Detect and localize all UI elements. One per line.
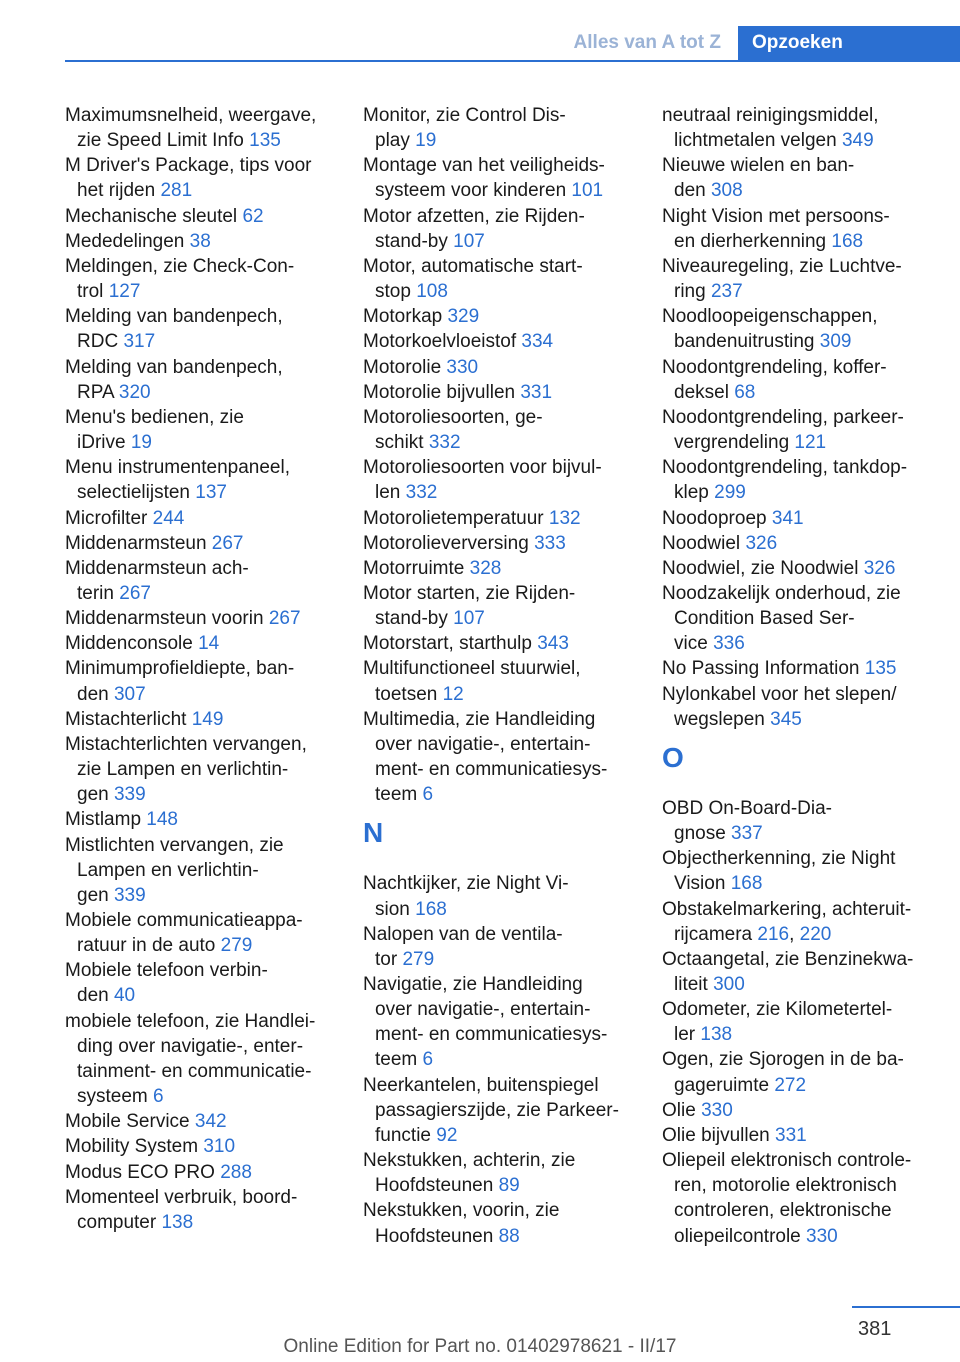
page-link[interactable]: 331 <box>775 1124 807 1146</box>
index-entry <box>65 405 350 455</box>
index-entry <box>65 254 350 304</box>
index-entry <box>363 380 648 405</box>
page-link[interactable]: 307 <box>113 683 146 705</box>
index-term: Oliepeil elektronisch controle- ren, motorolie elektronisch controleren, elektronische oliepeilcontrole <box>662 1150 912 1247</box>
edition-note: Online Edition for Part no. 01402978621 - II/17 <box>283 1336 677 1357</box>
index-entry <box>65 531 350 556</box>
page-link[interactable]: 332 <box>428 432 461 454</box>
page-link[interactable]: 281 <box>160 180 193 202</box>
index-entry <box>662 405 947 455</box>
index-entry <box>363 531 648 556</box>
index-column-1 <box>65 103 350 1235</box>
page-link[interactable]: 331 <box>520 381 553 403</box>
index-entry <box>65 204 350 229</box>
index-entry <box>65 833 350 908</box>
tab-alles-van-a-tot-z[interactable]: Alles van A tot Z <box>548 26 733 60</box>
page-link[interactable]: 349 <box>841 130 874 152</box>
index-term: Modus ECO PRO <box>65 1161 221 1183</box>
index-entry <box>363 631 648 656</box>
page-link[interactable]: 89 <box>498 1175 520 1197</box>
page-link[interactable]: 299 <box>714 482 746 504</box>
page-link[interactable]: 121 <box>794 432 827 454</box>
page-link[interactable]: 6 <box>422 784 434 806</box>
index-entry <box>65 908 350 958</box>
page-link[interactable]: 108 <box>416 281 448 303</box>
index-entry <box>363 254 648 304</box>
index-term: Nekstukken, voorin, zie Hoofdsteunen <box>363 1200 560 1247</box>
index-term: Noodontgrendeling, parkeer- vergrendeling <box>662 406 904 454</box>
index-term: mobiele telefoon, zie Handlei- ding over navigatie-, enter- tainment- en communicatie- systeem <box>65 1010 316 1108</box>
index-entry <box>363 581 648 631</box>
index-entry <box>662 846 947 896</box>
page-link[interactable]: 333 <box>534 532 566 554</box>
page-link[interactable]: 244 <box>152 507 185 529</box>
index-entry <box>363 329 648 354</box>
index-entry <box>363 204 648 254</box>
tab-opzoeken[interactable]: Opzoeken <box>738 26 960 62</box>
page-link[interactable]: 330 <box>446 356 479 378</box>
index-entry <box>662 997 947 1047</box>
index-entry <box>65 556 350 606</box>
index-entry <box>65 355 350 405</box>
index-term: Mobiele telefoon verbin- den <box>65 960 268 1007</box>
index-entry <box>363 153 648 203</box>
index-term: Olie <box>662 1099 702 1121</box>
index-term: Ogen, zie Sjorogen in de ba- gageruimte <box>662 1049 904 1096</box>
index-entry <box>662 1047 947 1097</box>
index-term: Montage van het veiligheids- systeem voor kinderen <box>363 155 605 202</box>
page-link[interactable]: 267 <box>268 608 301 630</box>
index-entry <box>65 732 350 807</box>
page-link[interactable]: 328 <box>469 557 502 579</box>
index-entry <box>662 455 947 505</box>
index-entry <box>65 1185 350 1235</box>
index-entry <box>662 531 947 556</box>
page-link[interactable]: 127 <box>108 281 141 303</box>
index-term: Microfilter <box>65 507 153 529</box>
index-entry <box>65 153 350 203</box>
index-entry <box>662 947 947 997</box>
page-link[interactable]: 135 <box>249 130 281 152</box>
index-term: Maximumsnelheid, weergave, zie Speed Limit Info <box>65 105 317 152</box>
index-term: Niveauregeling, zie Luchtve- ring <box>662 255 902 303</box>
index-term: Momenteel verbruik, boord- computer <box>65 1186 298 1233</box>
page-link[interactable]: 149 <box>191 708 224 730</box>
page-link[interactable]: 19 <box>415 130 437 152</box>
index-term: Night Vision met persoons- en dierherkenning <box>662 205 890 252</box>
index-term: Navigatie, zie Handleiding over navigatie-, entertain- ment- en communicatiesys- teem <box>363 974 608 1071</box>
index-term: Minimumprofieldiepte, ban- den <box>65 658 295 705</box>
index-term: No Passing Information <box>662 658 865 680</box>
index-column-3 <box>662 103 947 1249</box>
index-term: Noodontgrendeling, koffer- deksel <box>662 356 887 403</box>
page-link[interactable]: 138 <box>700 1024 733 1046</box>
page-link[interactable]: 168 <box>831 230 864 252</box>
index-entry <box>363 455 648 505</box>
page-link[interactable]: 341 <box>771 507 804 529</box>
index-entry <box>65 1009 350 1110</box>
index-term: Motorkap <box>363 306 448 328</box>
index-term: Monitor, zie Control Dis- play <box>363 105 566 152</box>
index-entry <box>65 656 350 706</box>
index-entry <box>65 1109 350 1134</box>
index-entry <box>363 1148 648 1198</box>
page-link[interactable]: 138 <box>161 1211 194 1233</box>
index-entry <box>65 1134 350 1159</box>
page-link[interactable]: 88 <box>498 1225 520 1247</box>
index-term: Noodwiel, zie Noodwiel <box>662 557 864 579</box>
index-entry <box>662 1098 947 1123</box>
index-entry <box>65 707 350 732</box>
index-entry <box>662 656 947 681</box>
index-entry <box>662 304 947 354</box>
index-term: Multifunctioneel stuurwiel, toetsen <box>363 658 581 705</box>
index-term: Noodwiel <box>662 532 746 554</box>
index-term: Mobility System <box>65 1136 204 1158</box>
index-term: neutraal reinigingsmiddel, lichtmetalen velgen <box>662 105 879 152</box>
index-entry <box>65 631 350 656</box>
page-link[interactable]: 19 <box>130 432 152 454</box>
index-term: Obstakelmarkering, achteruit- rijcamera <box>662 898 912 945</box>
index-entry <box>363 355 648 380</box>
index-term: Neerkantelen, buitenspiegel passagierszijde, zie Parkeer- functie <box>363 1074 619 1146</box>
page-link[interactable]: 330 <box>701 1099 733 1121</box>
index-term: Noodontgrendeling, tankdop- klep <box>662 457 908 504</box>
page-link[interactable]: 132 <box>548 507 581 529</box>
page-link[interactable]: 330 <box>806 1225 838 1247</box>
page-link[interactable]: 320 <box>118 381 151 403</box>
index-term: OBD On-Board-Dia- gnose <box>662 797 832 845</box>
index-term: Motorolieverversing <box>363 532 535 554</box>
page-link[interactable]: 267 <box>119 582 151 604</box>
page-link[interactable]: 310 <box>203 1136 236 1158</box>
index-term: Middenconsole <box>65 633 199 655</box>
page-link[interactable]: 343 <box>537 633 569 655</box>
index-entry <box>363 405 648 455</box>
page-link[interactable]: 107 <box>453 230 485 252</box>
page-number: 381 <box>858 1318 892 1340</box>
index-entry <box>65 807 350 832</box>
page-link[interactable]: 334 <box>521 331 554 353</box>
index-entry <box>662 254 947 304</box>
page-link[interactable]: 216 <box>757 923 790 945</box>
page-link[interactable]: 107 <box>453 608 485 630</box>
index-term: Motoroliesoorten, ge- schikt <box>363 406 543 454</box>
index-term: Middenarmsteun ach- terin <box>65 557 249 604</box>
index-entry <box>363 506 648 531</box>
page-link[interactable]: 148 <box>146 809 178 831</box>
page-link[interactable]: 220 <box>799 923 832 945</box>
index-term: Mobiele communicatieappa- ratuur in de auto <box>65 910 303 957</box>
index-term: Menu's bedienen, zie iDrive <box>65 406 244 454</box>
index-term: Mistlamp <box>65 809 147 831</box>
page-link[interactable]: 272 <box>774 1074 807 1096</box>
index-term: Mistachterlichten vervangen, zie Lampen en verlichtin- gen <box>65 733 307 806</box>
page-link[interactable]: 279 <box>220 935 253 957</box>
page-link[interactable]: 342 <box>194 1111 227 1133</box>
page-link[interactable]: 267 <box>211 532 244 554</box>
index-entry <box>65 304 350 354</box>
index-term: Nalopen van de ventila- tor <box>363 923 563 970</box>
index-term: Odometer, zie Kilometertel- ler <box>662 999 893 1046</box>
page-link[interactable]: 237 <box>710 281 743 303</box>
index-entry: Obstakelmarkering, achteruit- rijcamera 216, 220 <box>662 898 912 945</box>
index-entry <box>363 103 648 153</box>
index-entry <box>363 1073 648 1148</box>
index-entry <box>662 682 947 732</box>
index-term: Motorolie <box>363 356 447 378</box>
index-entry <box>65 1160 350 1185</box>
index-entry <box>363 972 648 1073</box>
index-entry <box>363 922 648 972</box>
index-entry <box>65 506 350 531</box>
index-term: Mistachterlicht <box>65 708 192 730</box>
index-entry <box>662 355 947 405</box>
index-term: Motor starten, zie Rijden- stand-by <box>363 582 576 630</box>
index-entry <box>363 707 648 808</box>
index-term: Middenarmsteun <box>65 532 212 554</box>
index-entry <box>65 606 350 631</box>
index-term: Multimedia, zie Handleiding over navigatie-, entertain- ment- en communicatiesys- teem <box>363 708 608 806</box>
page-link[interactable]: 337 <box>731 823 763 845</box>
page-link[interactable]: 135 <box>864 658 897 680</box>
index-entry <box>65 229 350 254</box>
section-letter: N <box>363 817 384 849</box>
index-entry <box>363 1198 648 1248</box>
index-term: Menu instrumentenpaneel, selectielijsten <box>65 457 290 504</box>
page-link[interactable]: 62 <box>242 205 264 227</box>
index-term: Noodoproep <box>662 507 772 529</box>
page-link[interactable]: 288 <box>220 1161 252 1183</box>
index-entry <box>363 556 648 581</box>
index-entry <box>65 455 350 505</box>
page-link[interactable]: 168 <box>730 873 763 895</box>
footer-rule <box>852 1306 960 1308</box>
index-term: Motorolie bijvullen <box>363 381 521 403</box>
index-term: Noodzakelijk onderhoud, zie Condition Based Ser- vice <box>662 582 901 655</box>
index-entry <box>65 103 350 153</box>
page-link[interactable]: 6 <box>422 1049 434 1071</box>
index-term: Noodloopeigenschappen, bandenuitrusting <box>662 306 878 353</box>
index-term: Motorstart, starthulp <box>363 633 538 655</box>
page-link[interactable]: 336 <box>713 633 745 655</box>
index-term: Meldingen, zie Check-Con- trol <box>65 255 295 303</box>
index-entry <box>363 304 648 329</box>
page-link[interactable]: 137 <box>195 482 227 504</box>
page-link[interactable]: 300 <box>713 974 745 995</box>
index-term: Melding van bandenpech, RPA <box>65 356 283 403</box>
index-term: Olie bijvullen <box>662 1124 775 1146</box>
index-entry <box>662 556 947 581</box>
index-term: Motorkoelvloeistof <box>363 331 522 353</box>
page-link[interactable]: 168 <box>415 898 447 920</box>
page-link[interactable]: 329 <box>447 306 480 328</box>
index-term: Mistlichten vervangen, zie Lampen en verlichtin- gen <box>65 834 284 906</box>
page-link[interactable]: 326 <box>745 532 778 554</box>
page-link[interactable]: 279 <box>402 948 435 970</box>
page-link[interactable]: 309 <box>819 331 852 353</box>
index-term: Motor, automatische start- stop <box>363 255 583 303</box>
page-link[interactable]: 345 <box>770 708 802 730</box>
index-term: Objectherkenning, zie Night Vision <box>662 848 896 895</box>
index-entry <box>662 103 947 153</box>
page-link[interactable]: 38 <box>189 230 211 252</box>
page-link[interactable]: 92 <box>436 1124 458 1146</box>
index-entry <box>662 796 947 846</box>
index-entry <box>662 153 947 203</box>
page-link[interactable]: 339 <box>113 884 146 906</box>
index-entry <box>65 958 350 1008</box>
index-term: Nylonkabel voor het slepen/ wegslepen <box>662 683 897 730</box>
index-entry <box>662 1123 947 1148</box>
page-link[interactable]: 68 <box>734 381 756 403</box>
index-entry <box>662 1148 947 1249</box>
index-term: Middenarmsteun voorin <box>65 608 269 630</box>
page-link[interactable]: 332 <box>405 482 438 504</box>
page-link[interactable]: 101 <box>571 180 604 202</box>
page-link[interactable]: 326 <box>863 557 896 579</box>
index-term: Motor afzetten, zie Rijden- stand-by <box>363 205 585 252</box>
index-term: Nieuwe wielen en ban- den <box>662 155 855 202</box>
index-term: Nachtkijker, zie Night Vi- sion <box>363 873 569 920</box>
page-link[interactable]: 6 <box>153 1086 164 1108</box>
index-entry <box>662 581 947 656</box>
index-column-2 <box>363 103 648 1249</box>
page-link[interactable]: 339 <box>113 784 146 806</box>
index-term: Mechanische sleutel <box>65 205 243 227</box>
page-link[interactable]: 317 <box>123 331 156 353</box>
index-term: Motorolietemperatuur <box>363 507 549 529</box>
index-term: Motorruimte <box>363 557 470 579</box>
page-link[interactable]: 14 <box>198 633 220 655</box>
index-term: Nekstukken, achterin, zie Hoofdsteunen <box>363 1150 576 1197</box>
index-entry <box>363 656 648 706</box>
section-letter: O <box>662 741 684 773</box>
index-entry <box>662 204 947 254</box>
page-link[interactable]: 12 <box>442 683 464 705</box>
index-entry <box>363 871 648 921</box>
index-term: Octaangetal, zie Benzinekwa- liteit <box>662 948 914 995</box>
index-entry <box>662 506 947 531</box>
index-term: Melding van bandenpech, RDC <box>65 306 283 353</box>
page-link[interactable]: 308 <box>710 180 743 202</box>
index-term: M Driver's Package, tips voor het rijden <box>65 155 312 202</box>
index-term: Mededelingen <box>65 230 190 252</box>
page-link[interactable]: 40 <box>113 985 136 1007</box>
index-term: Motoroliesoorten voor bijvul- len <box>363 457 602 504</box>
index-term: Mobile Service <box>65 1111 195 1133</box>
